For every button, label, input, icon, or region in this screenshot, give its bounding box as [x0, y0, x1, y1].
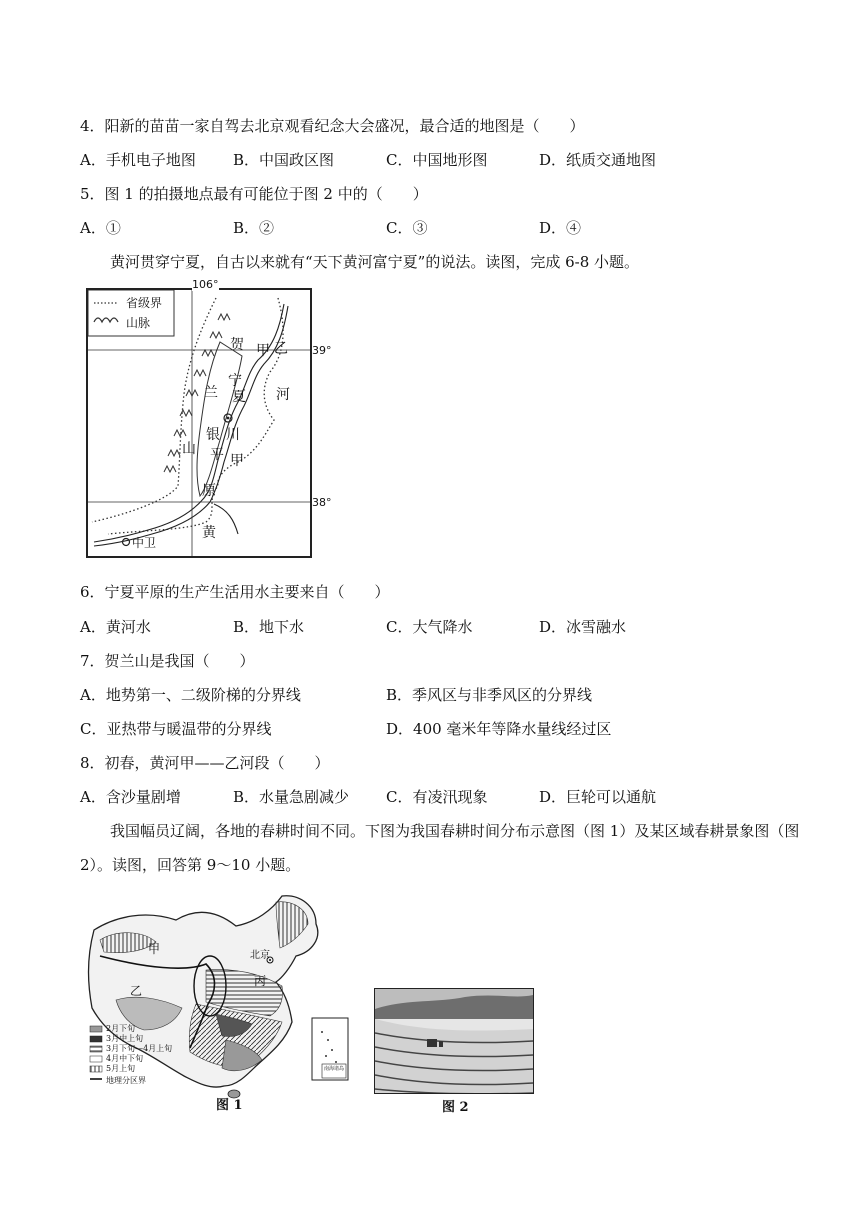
map-label-xia: 夏: [232, 389, 246, 405]
map-label-zhongwei: 中卫: [132, 536, 157, 550]
map-label-he: 贺: [230, 337, 244, 353]
q6-option-b: B．地下水: [233, 618, 305, 636]
map-label-yin: 银: [206, 427, 220, 443]
q7-option-b: B．季风区与非季风区的分界线: [386, 686, 593, 704]
intro-9-10-line2: 2）。读图，回答第 9～10 小题。: [80, 856, 301, 874]
map-label-ning: 宁: [228, 373, 242, 389]
china-map-label-yi: 乙: [130, 984, 143, 998]
q8-option-a: A．含沙量剧增: [80, 788, 181, 806]
china-map-legend-4: 4月中下旬: [106, 1054, 144, 1063]
china-map-label-bing: 丙: [254, 974, 267, 988]
legend-mountain-label: 山脉: [126, 316, 151, 330]
intro-9-10-line1: 我国幅员辽阔，各地的春耕时间不同。下图为我国春耕时间分布示意图（图 1）及某区域春耕景象图（图: [110, 822, 800, 840]
china-spring-map: [86, 890, 358, 1112]
q5-option-a: A．①: [80, 219, 121, 237]
china-map-legend-2: 3月中上旬: [106, 1034, 144, 1043]
map-lon-label: 106°: [192, 278, 219, 291]
map-label-yi: 乙: [274, 341, 288, 357]
q4-option-b: B．中国政区图: [233, 151, 335, 169]
q6-option-a: A．黄河水: [80, 618, 151, 636]
q7-option-d: D．400 毫米年等降水量线经过区: [386, 720, 612, 738]
map-label-jia-north: 甲: [256, 343, 270, 359]
map-lat-top: 39°: [312, 344, 332, 357]
map-lat-bottom: 38°: [312, 496, 332, 509]
terrace-photo-svg: [375, 989, 533, 1093]
q5-option-c: C．③: [386, 219, 428, 237]
china-map-inset-label: 南海诸岛: [324, 1066, 345, 1072]
q8-stem: 8．初春，黄河甲——乙河段（ ）: [80, 754, 330, 772]
china-map-label-beijing: 北京: [250, 950, 270, 961]
q8-option-d: D．巨轮可以通航: [539, 788, 657, 806]
q7-option-c: C．亚热带与暖温带的分界线: [80, 720, 272, 738]
map-label-jia-south: 甲: [230, 453, 244, 469]
q8-option-b: B．水量急剧减少: [233, 788, 350, 806]
ningxia-map: [86, 278, 332, 558]
map-label-huang: 黄: [202, 525, 216, 541]
q5-stem: 5．图 1 的拍摄地点最有可能位于图 2 中的（ ）: [80, 185, 428, 203]
map-label-ping: 平: [210, 447, 224, 463]
q4-option-d: D．纸质交通地图: [539, 151, 657, 169]
china-map-legend-6: 地理分区界: [106, 1076, 146, 1085]
q7-option-a: A．地势第一、二级阶梯的分界线: [80, 686, 301, 704]
china-map-legend-3: 3月下旬—4月上旬: [106, 1044, 173, 1053]
map-label-shan: 山: [182, 441, 196, 457]
china-map-label-jia: 甲: [148, 942, 161, 956]
q5-option-d: D．④: [539, 219, 582, 237]
ningxia-map-svg: [88, 290, 310, 556]
q5-option-b: B．②: [233, 219, 275, 237]
map-label-river: 河: [276, 387, 290, 403]
map-label-yuan: 原: [202, 483, 216, 499]
map-label-chuan: 川: [226, 427, 240, 443]
q8-option-c: C．有凌汛现象: [386, 788, 488, 806]
china-map-legend-5: 5月上旬: [106, 1064, 136, 1073]
q6-stem: 6．宁夏平原的生产生活用水主要来自（ ）: [80, 583, 390, 601]
fig2-caption: 图 2: [442, 1100, 469, 1115]
china-map-legend-1: 2月下旬: [106, 1024, 136, 1033]
q4-option-a: A．手机电子地图: [80, 151, 196, 169]
q6-option-d: D．冰雪融水: [539, 618, 627, 636]
q4-option-c: C．中国地形图: [386, 151, 488, 169]
q6-option-c: C．大气降水: [386, 618, 473, 636]
legend-boundary-label: 省级界: [126, 296, 163, 310]
q7-stem: 7．贺兰山是我国（ ）: [80, 652, 255, 670]
terrace-photo: [374, 988, 534, 1094]
map-label-lan: 兰: [204, 385, 218, 401]
fig1-caption: 图 1: [216, 1098, 243, 1113]
intro-6-8: 黄河贯穿宁夏，自古以来就有“天下黄河富宁夏”的说法。读图，完成 6-8 小题。: [110, 253, 640, 271]
q4-stem: 4．阳新的苗苗一家自驾去北京观看纪念大会盛况，最合适的地图是（ ）: [80, 117, 585, 135]
